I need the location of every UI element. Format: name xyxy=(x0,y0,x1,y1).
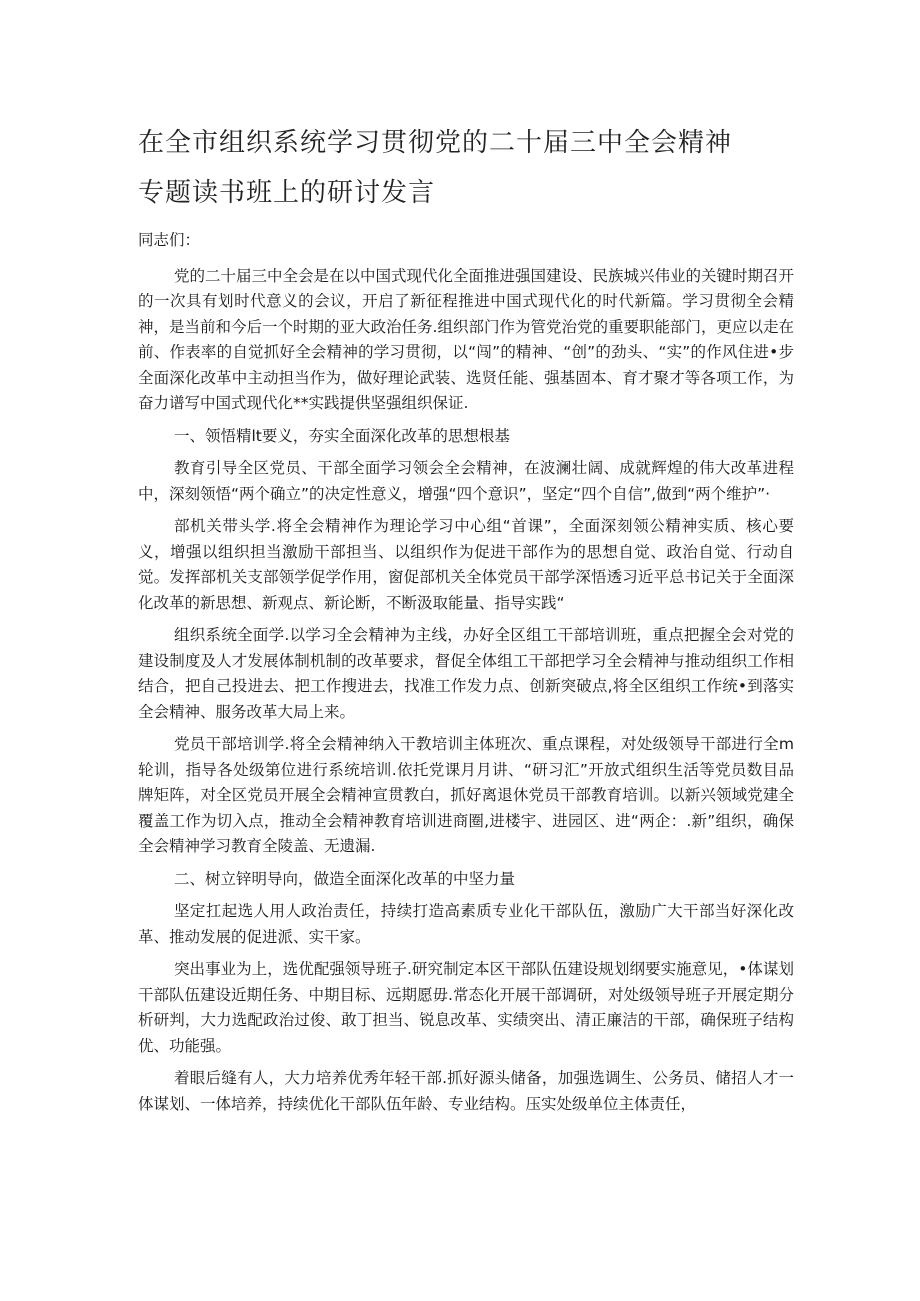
paragraph: 组织系统全面学.以学习全会精神为主线，办好全区组工干部培训班，重点把握全会对党的建设制度及人才发展体制机制的改革要求，督促全体组工干部把学习全会精神与推动组织工作相结合，把自己投进去、把工作搜进去，找准工作发力点、创新突破点,将全区组织工作统•到落实全会精神、服务改革大局上来。 xyxy=(138,626,794,721)
paragraph: 教育引导全区党员、干部全面学习领会全会精神，在波澜壮阔、成就辉煌的伟大改革进程中，深刻领悟“两个确立”的决定性意义，增强“四个意识”，坚定“四个自信”,做到“两个维护”· xyxy=(138,459,794,503)
paragraph: 着眼后缝有人，大力培养优秀年轻干部.抓好源头储备，加强选调生、公务员、储招人才一体谋划、一体培养，持续优化干部队伍年龄、专业结构。压实处级单位主体责任， xyxy=(138,1069,794,1113)
title-line-2: 专题读书班上的研讨发言 xyxy=(138,178,436,208)
document-body xyxy=(138,228,794,1124)
paragraph: 部机关带头学.将全会精神作为理论学习中心组“首课”，全面深刻领公精神实质、核心要义，增强以组织担当激励干部担当、以组织作为促进干部作为的思想自觉、政治自觉、行动自觉。发挥部机关支部领学促学作用，窗促部机关全体党员干部学深悟透习近平总书记关于全面深化改革的新思想、新观点、新论断，不断汲取能量、指导实践“ xyxy=(138,517,794,612)
paragraph: 党员干部培训学.将全会精神纳入干教培训主体班次、重点课程，对处级领导干部进行全m轮训，指导各处级第位进行系统培训.依托党课月月讲、“研习汇”开放式组织生活等党员数目品牌矩阵，对全区党员开展全会精神宣贯教白，抓好离退休党员干部教育培训。以新兴领域党建全覆盖工作为切入点，推动全会精神教育培训进商圈,进楼宇、进园区、进“两企：.新”组织，确保全会精神学习教育全陵盖、无遗漏. xyxy=(138,735,794,855)
paragraph: 突出事业为上，选优配强领导班子.研究制定本区干部队伍建设规划纲要实施意见，•体谋划干部队伍建设近期任务、中期目标、远期愿毋.常态化开展干部调研，对处级领导班子开展定期分析研判，大力选配政治过俊、敢丁担当、锐息改革、实绩突出、清正廉洁的干部，确保班子结构优、功能强。 xyxy=(138,960,794,1055)
title-line-1: 在全市组织系统学习贯彻党的二十届三中全会精神 xyxy=(138,128,733,158)
paragraph-intro: 党的二十届三中全会是在以中国式现代化全面推进强国建设、民族城兴伟业的关键时期召开的一次具有划时代意义的会议，开启了新征程推进中国式现代化的时代新篇。学习贯彻全会精神，是当前和今后一个时期的亚大政治任务.组织部门作为管党治党的重要职能部门，更应以走在前、作表率的自觉抓好全会精神的学习贯彻，以“闯”的精神、“创”的劲头、“实”的作风住进•步全面深化改革中主动担当作为，做好理论武装、选贤任能、强基固本、育才聚才等各项工作，为奋力谱写中国式现代化**实践提供坚强组织保证. xyxy=(138,266,795,412)
document-title xyxy=(138,118,798,218)
salutation: 同志们： xyxy=(138,231,201,249)
section-heading-2: 二、树立锌明导向，做造全面深化改革的中坚力量 xyxy=(174,869,516,888)
paragraph: 坚定扛起选人用人政治责任，持续打造高素质专业化干部队伍，激励广大干部当好深化改革、推动发展的促进派、实干家。 xyxy=(138,902,794,946)
section-heading-1: 一、领悟精lt要义，夯实全面深化改革的思想根基 xyxy=(174,426,510,445)
